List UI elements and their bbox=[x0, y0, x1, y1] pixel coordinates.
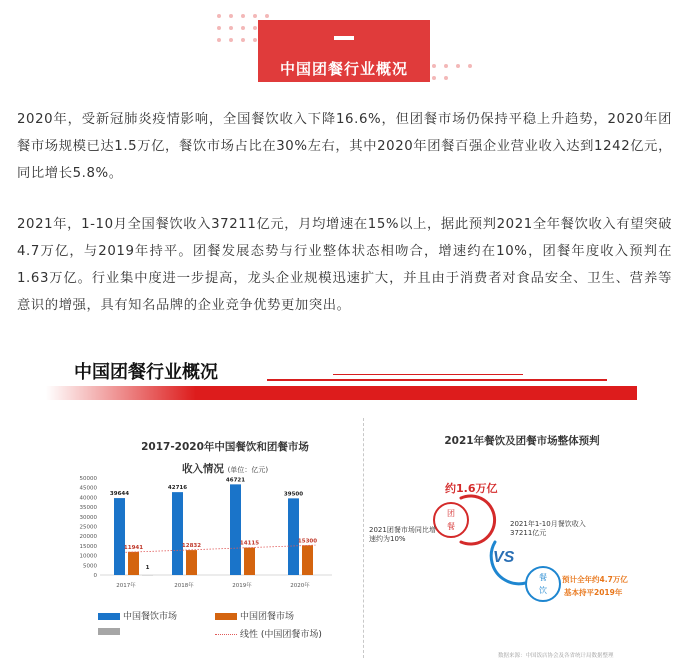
left-note: 2021团餐市场同比增速约为10% bbox=[369, 526, 436, 543]
data-label-canyin-1: 42716 bbox=[167, 485, 188, 492]
y-tick-label-6: 30000 bbox=[79, 514, 97, 521]
red-banner bbox=[46, 386, 637, 400]
y-tick-label-2: 10000 bbox=[79, 553, 97, 560]
bar-canyin-0 bbox=[114, 498, 125, 575]
title-underline-2 bbox=[333, 374, 523, 375]
tuancan-label-1: 团 bbox=[447, 509, 455, 518]
data-source: 数据来源：中国饭店协会及各省统计局数据整理 bbox=[498, 653, 614, 659]
right-note: 2021年1-10月餐饮收入37211亿元 bbox=[510, 520, 586, 537]
forecast-title: 2021年餐饮及团餐市场整体预判 bbox=[444, 435, 600, 447]
vertical-divider bbox=[363, 418, 364, 658]
bar-chart bbox=[70, 470, 340, 600]
bar-canyin-2 bbox=[230, 484, 241, 575]
y-tick-label-1: 5000 bbox=[83, 563, 97, 570]
legend-swatch-trendline bbox=[215, 634, 237, 635]
chart-unit: (单位：亿元) bbox=[227, 466, 269, 474]
data-label-canyin-0: 39644 bbox=[109, 491, 130, 498]
legend-label-trendline: 线性 (中国团餐市场) bbox=[240, 630, 322, 640]
data-label-canyin-3: 39500 bbox=[283, 491, 304, 498]
legend-grey bbox=[98, 627, 123, 637]
data-label-tuancan-1: 12832 bbox=[181, 543, 202, 550]
x-tick-label-2: 2019年 bbox=[232, 583, 252, 589]
tuancan-label-2: 餐 bbox=[447, 522, 455, 531]
bar-canyin-3 bbox=[288, 498, 299, 575]
bar-tuancan-2 bbox=[244, 548, 255, 575]
chart-subtitle: 收入情况 bbox=[181, 463, 224, 475]
y-tick-label-7: 35000 bbox=[79, 505, 97, 512]
infographic-title: 中国团餐行业概况 bbox=[74, 362, 218, 383]
legend-swatch-grey bbox=[98, 628, 120, 635]
bar-tuancan-1 bbox=[186, 550, 197, 575]
canyin-label-2: 饮 bbox=[539, 586, 547, 595]
data-label-tuancan-3: 15300 bbox=[297, 538, 318, 545]
y-tick-label-9: 45000 bbox=[79, 485, 97, 492]
bottom-note-1: 预计全年约4.7万亿 bbox=[562, 575, 628, 584]
y-tick-label-5: 25000 bbox=[79, 524, 97, 531]
legend-label-tuancan: 中国团餐市场 bbox=[240, 612, 295, 622]
legend-swatch-tuancan bbox=[215, 613, 237, 620]
bar-canyin-1 bbox=[172, 492, 183, 575]
x-tick-label-1: 2018年 bbox=[174, 583, 194, 589]
legend-trendline bbox=[215, 627, 322, 640]
legend-canyin bbox=[98, 609, 177, 622]
x-tick-label-0: 2017年 bbox=[116, 583, 136, 589]
data-label-tuancan-0: 11941 bbox=[123, 544, 144, 551]
chart-title: 2017-2020年中国餐饮和团餐市场 bbox=[141, 441, 309, 453]
paragraph-1: 2020年，受新冠肺炎疫情影响，全国餐饮收入下降16.6%，但团餐市场仍保持平稳上升趋势，2020年团餐市场规模已达1.5万亿，餐饮市场占比在30%左右，其中2020年团餐百强企业营业收入达到1242亿元，同比增长5.8%。 bbox=[17, 112, 672, 181]
data-label-tuancan-2: 14115 bbox=[239, 540, 260, 547]
legend-tuancan bbox=[215, 609, 294, 622]
data-label-grey-0: 1 bbox=[145, 564, 150, 571]
header-dash bbox=[334, 36, 354, 40]
y-tick-label-10: 50000 bbox=[79, 476, 97, 482]
data-label-canyin-2: 46721 bbox=[225, 477, 246, 484]
bottom-note-2: 基本持平2019年 bbox=[564, 588, 623, 597]
canyin-label-1: 餐 bbox=[539, 573, 547, 582]
section-title: 中国团餐行业概况 bbox=[279, 60, 408, 78]
legend-swatch-canyin bbox=[98, 613, 120, 620]
vs-label: VS bbox=[493, 549, 515, 566]
bar-tuancan-0 bbox=[128, 552, 139, 575]
top-value: 约1.6万亿 bbox=[445, 482, 498, 495]
title-underline-1 bbox=[267, 379, 607, 381]
y-tick-label-4: 20000 bbox=[79, 534, 97, 541]
trendline bbox=[123, 544, 316, 552]
bar-tuancan-3 bbox=[302, 545, 313, 575]
legend-label-canyin: 中国餐饮市场 bbox=[123, 612, 178, 622]
section-header bbox=[258, 20, 430, 82]
y-tick-label-8: 40000 bbox=[79, 495, 97, 502]
y-tick-label-3: 15000 bbox=[79, 543, 97, 550]
forecast-diagram bbox=[365, 470, 675, 620]
paragraph-2: 2021年，1-10月全国餐饮收入37211亿元，月均增速在15%以上，据此预判2021全年餐饮收入有望突破4.7万亿，与2019年持平。团餐发展态势与行业整体状态相吻合，增速约在10%，团餐年度收入预判在1.63万亿。行业集中度进一步提高，龙头企业规模迅速扩大，并且由于消费者对食品安全、卫生、营养等意识的增强，具有知名品牌的企业竞争优势更加突出。 bbox=[17, 217, 672, 313]
y-tick-label-0: 0 bbox=[93, 573, 97, 579]
x-tick-label-3: 2020年 bbox=[290, 583, 310, 589]
